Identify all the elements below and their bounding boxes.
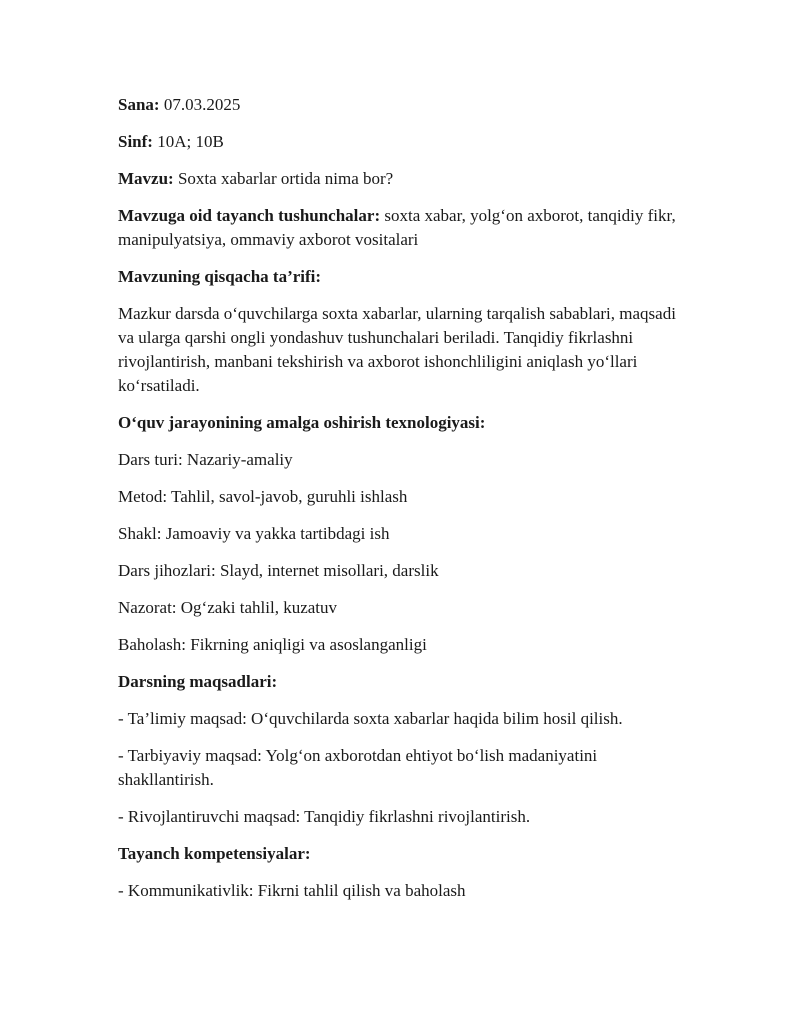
class-line — [118, 130, 678, 154]
date-line — [118, 93, 678, 117]
class-label: Sinf: — [118, 132, 153, 151]
summary-heading: Mavzuning qisqacha ta’rifi: — [118, 267, 322, 286]
technology-item-form: Shakl: Jamoaviy va yakka tartibdagi ish — [118, 524, 390, 543]
document-page — [118, 93, 678, 916]
concepts-value: soxta xabar, yolg‘on axborot, tanqidiy fikr, manipulyatsiya, ommaviy axborot vositalari — [118, 206, 676, 249]
technology-heading: O‘quv jarayonining amalga oshirish texnologiyasi: — [118, 413, 486, 432]
goal-item-educational: - Ta’limiy maqsad: O‘quvchilarda soxta xabarlar haqida bilim hosil qilish. — [118, 709, 623, 728]
competency-item-communicative: - Kommunikativlik: Fikrni tahlil qilish va baholash — [118, 881, 466, 900]
technology-item-equipment: Dars jihozlari: Slayd, internet misollari, darslik — [118, 561, 439, 580]
technology-item-lesson-type: Dars turi: Nazariy-amaliy — [118, 450, 293, 469]
topic-line — [118, 167, 678, 191]
concepts-label: Mavzuga oid tayanch tushunchalar: — [118, 206, 381, 225]
goal-item-developmental: - Rivojlantiruvchi maqsad: Tanqidiy fikrlashni rivojlantirish. — [118, 807, 531, 826]
competencies-heading: Tayanch kompetensiyalar: — [118, 844, 311, 863]
class-value: 10A; 10B — [152, 132, 224, 151]
technology-item-assessment: Baholash: Fikrning aniqligi va asoslanganligi — [118, 635, 427, 654]
date-value: 07.03.2025 — [159, 95, 241, 114]
topic-label: Mavzu: — [118, 169, 174, 188]
concepts-line — [118, 204, 678, 252]
topic-value: Soxta xabarlar ortida nima bor? — [173, 169, 394, 188]
goals-heading: Darsning maqsadlari: — [118, 672, 278, 691]
date-label: Sana: — [118, 95, 160, 114]
goal-item-upbringing: - Tarbiyaviy maqsad: Yolg‘on axborotdan ehtiyot bo‘lish madaniyatini shakllantirish. — [118, 746, 598, 789]
summary-text: Mazkur darsda o‘quvchilarga soxta xabarlar, ularning tarqalish sabablari, maqsadi va ularga qarshi ongli yondashuv tushunchalari beriladi. Tanqidiy fikrlashni rivojlantirish, manbani tekshirish va axborot ishonchliligini aniqlash yo‘llari ko‘rsatiladi. — [118, 304, 676, 395]
technology-item-control: Nazorat: Og‘zaki tahlil, kuzatuv — [118, 598, 338, 617]
technology-item-method: Metod: Tahlil, savol-javob, guruhli ishlash — [118, 487, 408, 506]
